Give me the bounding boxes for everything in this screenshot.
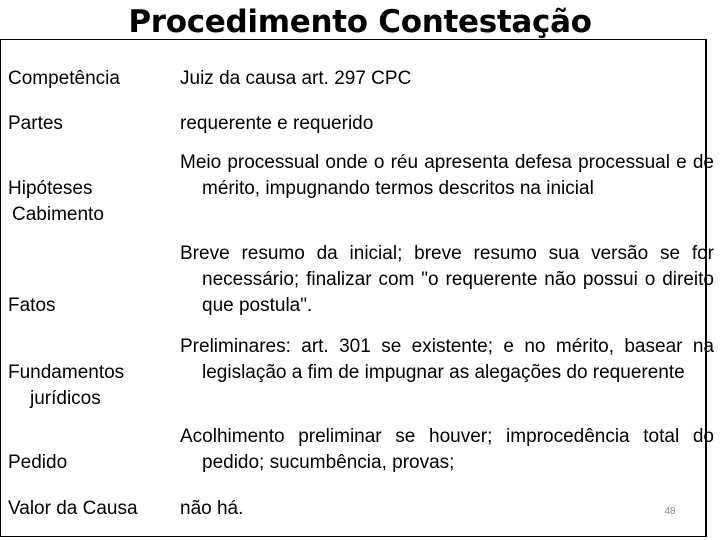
row-value: requerente e requerido xyxy=(180,113,374,134)
row-label: Pedido xyxy=(8,452,68,473)
row-value: Breve resumo da inicial; breve resumo sua versão se for necessário; finalizar com "o requerente não possui o direito que postula". xyxy=(180,243,714,316)
row-value: não há. xyxy=(180,498,244,519)
slide-title: Procedimento Contestação xyxy=(128,4,592,40)
row-value: Meio processual onde o réu apresenta defesa processual e de mérito, impugnando termos descritos na inicial xyxy=(180,152,714,199)
row-label: Partes xyxy=(8,113,63,134)
row-label: Hipóteses Cabimento xyxy=(8,178,104,225)
row-label: Fundamentos jurídicos xyxy=(8,362,125,409)
row-label: Fatos xyxy=(8,295,56,316)
row-value: Preliminares: art. 301 se existente; e no mérito, basear na legislação a fim de impugnar as alegações do requerente xyxy=(180,336,714,383)
page-number: 48 xyxy=(664,506,676,517)
row-label: Competência xyxy=(8,68,120,89)
row-label: Valor da Causa xyxy=(8,498,138,519)
row-value: Acolhimento preliminar se houver; improcedência total do pedido; sucumbência, provas; xyxy=(180,426,714,473)
row-value: Juiz da causa art. 297 CPC xyxy=(180,68,412,89)
